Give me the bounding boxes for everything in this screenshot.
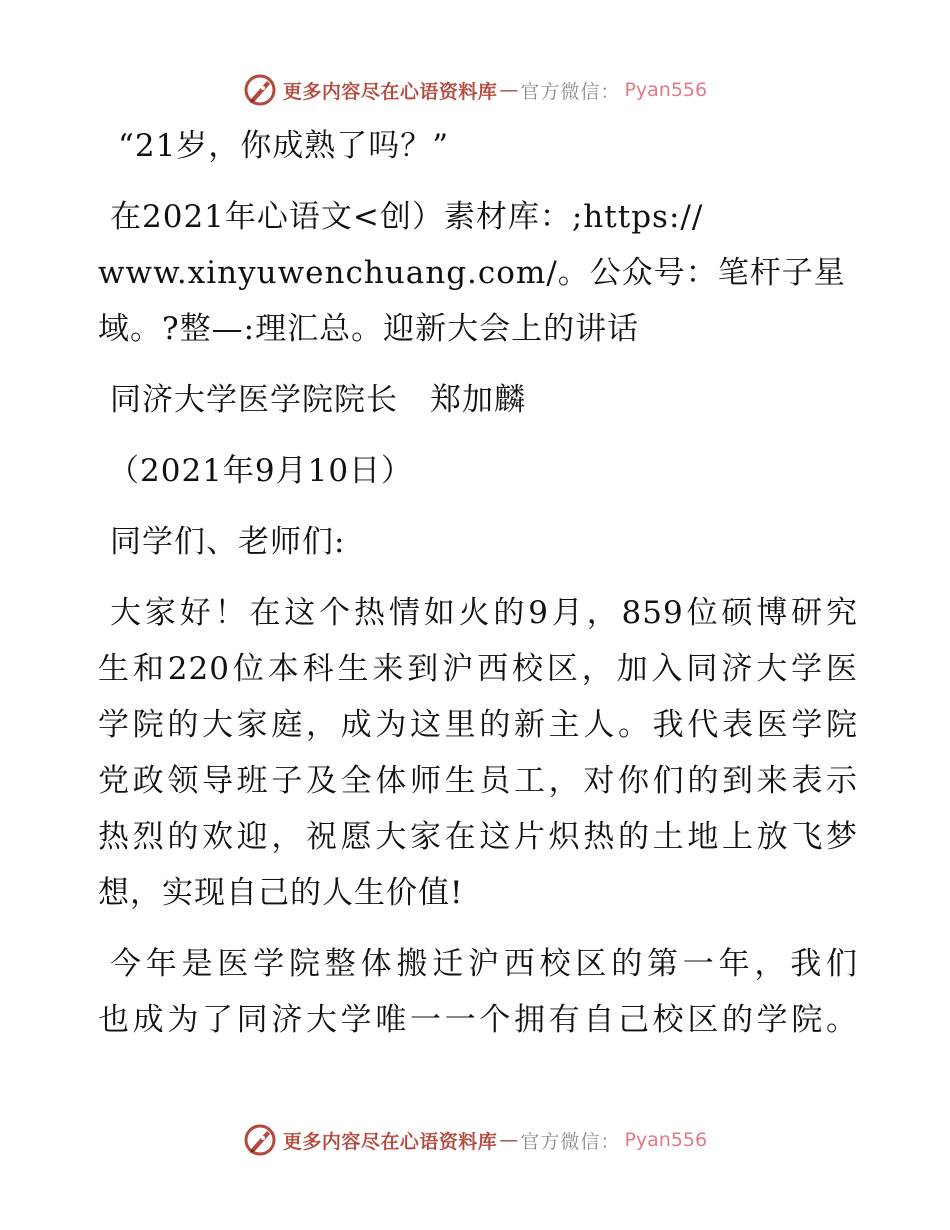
source-line-3: 域。?整—:理汇总。迎新大会上的讲话 bbox=[98, 311, 640, 347]
watermark-wechat-id: Pyan556 bbox=[624, 1129, 708, 1151]
watermark-dash: — bbox=[499, 79, 519, 101]
paragraph-1-line-6: 想，实现自己的人生价值! bbox=[98, 875, 464, 911]
paragraph-1-line-2: 生和220位本科生来到沪西校区，加入同济大学医 bbox=[98, 651, 858, 687]
watermark-wechat-label: 官方微信： bbox=[520, 1130, 621, 1153]
paragraph-1-line-1: 大家好！在这个热情如火的9月，859位硕博研究 bbox=[110, 595, 858, 631]
paragraph-1-line-4: 党政领导班子及全体师生员工，对你们的到来表示 bbox=[98, 763, 858, 799]
pen-logo-icon bbox=[243, 73, 277, 107]
watermark-wechat-label: 官方微信： bbox=[520, 80, 621, 103]
paragraph-2 bbox=[98, 936, 858, 1048]
watermark-wechat-id: Pyan556 bbox=[624, 79, 708, 101]
paragraph-1-line-3: 学院的大家庭，成为这里的新主人。我代表医学院 bbox=[98, 707, 858, 743]
speaker-line: 同济大学医学院院长 郑加麟 bbox=[110, 382, 526, 418]
date-line: （2021年9月10日） bbox=[108, 453, 414, 489]
paragraph-2-line-1: 今年是医学院整体搬迁沪西校区的第一年，我们 bbox=[110, 946, 858, 982]
heading-quote: “21岁，你成熟了吗？” bbox=[118, 128, 450, 164]
source-line-2: www.xinyuwenchuang.com/。公众号：笔杆子星 bbox=[98, 255, 846, 291]
paragraph-1 bbox=[98, 585, 858, 921]
footer-watermark bbox=[0, 1120, 950, 1160]
paragraph-1-line-5: 热烈的欢迎，祝愿大家在这片炽热的土地上放飞梦 bbox=[98, 819, 858, 855]
document-body bbox=[98, 118, 858, 1048]
watermark-site-text: 更多内容尽在心语资料库 bbox=[282, 1130, 498, 1153]
salutation-line: 同学们、老师们: bbox=[110, 524, 346, 560]
paragraph-2-line-2: 也成为了同济大学唯一一个拥有自己校区的学院。 bbox=[98, 1002, 858, 1038]
source-line-1: 在2021年心语文<创）素材库：;https:// bbox=[110, 199, 704, 235]
watermark-dash: — bbox=[499, 1129, 519, 1151]
header-watermark bbox=[0, 70, 950, 110]
pen-logo-icon bbox=[243, 1123, 277, 1157]
watermark-site-text: 更多内容尽在心语资料库 bbox=[282, 80, 498, 103]
